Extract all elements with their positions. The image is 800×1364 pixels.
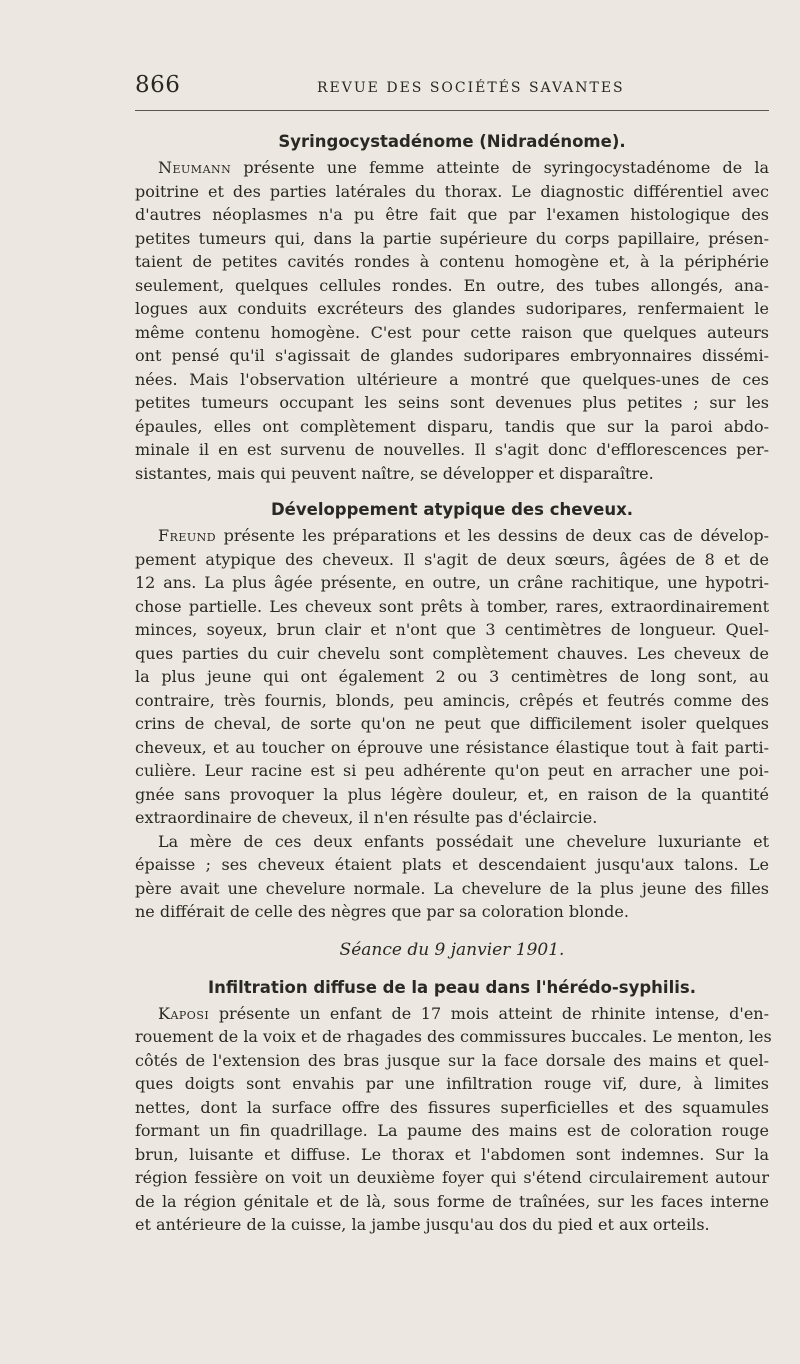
- text-line: de la région génitale et de là, sous forme de traînées, sur les faces interne: [135, 1191, 769, 1211]
- text-line: formant un fin quadrillage. La paume des mains est de coloration rouge: [135, 1121, 769, 1140]
- author-name: Freund: [158, 526, 217, 545]
- author-name: Neumann: [158, 158, 232, 177]
- text-line: épaisse ; ses cheveux étaient plats et descendaient jusqu'aux talons. Le: [135, 855, 769, 874]
- text-line: poitrine et des parties latérales du thorax. Le diagnostic différentiel avec: [135, 181, 769, 201]
- text-line: taient de petites cavités rondes à contenu homogène et, à la périphérie: [135, 252, 769, 271]
- text-line: d'autres néoplasmes n'a pu être fait que par l'examen histologique des: [135, 205, 769, 224]
- text-line: même contenu homogène. C'est pour cette raison que quelques auteurs: [135, 322, 769, 342]
- paragraph-neumann: [135, 156, 769, 485]
- text-line: 12 ans. La plus âgée présente, en outre, un crâne rachitique, une hypotri-: [135, 573, 769, 592]
- text-line: extraordinaire de cheveux, il n'en résulte pas d'éclaircie.: [135, 808, 598, 827]
- paragraph-kaposi: [135, 1002, 772, 1237]
- text-line: Freund présente les préparations et les dessins de deux cas de dévelop-: [158, 526, 769, 545]
- page-number: 866: [135, 72, 181, 98]
- section-heading-cheveux: Développement atypique des cheveux.: [270, 500, 634, 519]
- text-line: et antérieure de la cuisse, la jambe jusqu'au dos du pied et aux orteils.: [135, 1215, 710, 1234]
- paragraph-mere: [135, 830, 769, 924]
- text-line: culière. Leur racine est si peu adhérente qu'on peut en arracher une poi-: [135, 761, 769, 780]
- text-line: région fessière on voit un deuxième foyer qui s'étend circulairement autour: [135, 1168, 769, 1187]
- text-line: pement atypique des cheveux. Il s'agit de deux sœurs, âgées de 8 et de: [135, 549, 769, 569]
- text-line: Kaposi présente un enfant de 17 mois atteint de rhinite intense, d'en-: [158, 1003, 769, 1023]
- header-rule: [135, 110, 769, 111]
- text-line: nées. Mais l'observation ultérieure a montré que quelques-unes de ces: [135, 369, 769, 389]
- section-heading-infiltration: Infiltration diffuse de la peau dans l'hérédo-syphilis.: [208, 977, 696, 997]
- text-line: cheveux, et au toucher on éprouve une résistance élastique tout à fait parti-: [135, 737, 769, 757]
- text-line: petites tumeurs qui, dans la partie supérieure du corps papillaire, présen-: [135, 228, 769, 248]
- text-line: épaules, elles ont complètement disparu, tandis que sur la paroi abdo-: [135, 416, 769, 436]
- text-line: La mère de ces deux enfants possédait une chevelure luxuriante et: [158, 831, 769, 851]
- text-line: chose partielle. Les cheveux sont prêts à tomber, rares, extraordinairement: [135, 596, 769, 616]
- text-line: ques doigts sont envahis par une infiltration rouge vif, dure, à limites: [135, 1074, 769, 1093]
- author-name: Kaposi: [158, 1003, 210, 1023]
- text-line: gnée sans provoquer la plus légère douleur, et, en raison de la quantité: [135, 784, 769, 804]
- text-line: côtés de l'extension des bras jusque sur la face dorsale des mains et quel-: [135, 1050, 769, 1070]
- text-line: logues aux conduits excréteurs des glandes sudoripares, renfermaient le: [135, 299, 769, 318]
- article-body: [135, 128, 772, 1237]
- text-line: petites tumeurs occupant les seins sont devenues plus petites ; sur les: [135, 393, 769, 412]
- text-line: minale il en est survenu de nouvelles. Il s'agit donc d'efflorescences per-: [135, 440, 769, 459]
- text-line: la plus jeune qui ont également 2 ou 3 centimètres de long sont, au: [135, 667, 769, 686]
- running-title: REVUE DES SOCIÉTÉS SAVANTES: [317, 80, 625, 96]
- text-line: ques parties du cuir chevelu sont complètement chauves. Les cheveux de: [135, 643, 769, 663]
- seance-date: Séance du 9 janvier 1901.: [339, 939, 565, 960]
- text-line: contraire, très fournis, blonds, peu amincis, crêpés et feutrés comme des: [135, 690, 769, 710]
- text-line: père avait une chevelure normale. La chevelure de la plus jeune des filles: [135, 878, 769, 898]
- text-line: seulement, quelques cellules rondes. En outre, des tubes allongés, ana-: [135, 275, 769, 295]
- text-line: sistantes, mais qui peuvent naître, se développer et disparaître.: [135, 463, 654, 483]
- text-line: brun, luisante et diffuse. Le thorax et l'abdomen sont indemnes. Sur la: [135, 1144, 769, 1164]
- text-line: rouement de la voix et de rhagades des commissures buccales. Le menton, les: [135, 1027, 772, 1046]
- text-line: nettes, dont la surface offre des fissures superficielles et des squamules: [135, 1097, 769, 1117]
- text-line: crins de cheval, de sorte qu'on ne peut que difficilement isoler quelques: [135, 714, 769, 733]
- text-line: minces, soyeux, brun clair et n'ont que 3 centimètres de longueur. Quel-: [135, 620, 769, 639]
- text-line: Neumann présente une femme atteinte de syringocystadénome de la: [158, 158, 769, 177]
- text-line: ne différait de celle des nègres que par sa coloration blonde.: [135, 902, 629, 921]
- paragraph-freund: [135, 524, 769, 830]
- section-heading-syringocystadenome: Syringocystadénome (Nidradénome).: [278, 132, 626, 151]
- text-line: ont pensé qu'il s'agissait de glandes sudoripares embryonnaires dissémi-: [135, 346, 769, 365]
- page-header: [135, 72, 769, 108]
